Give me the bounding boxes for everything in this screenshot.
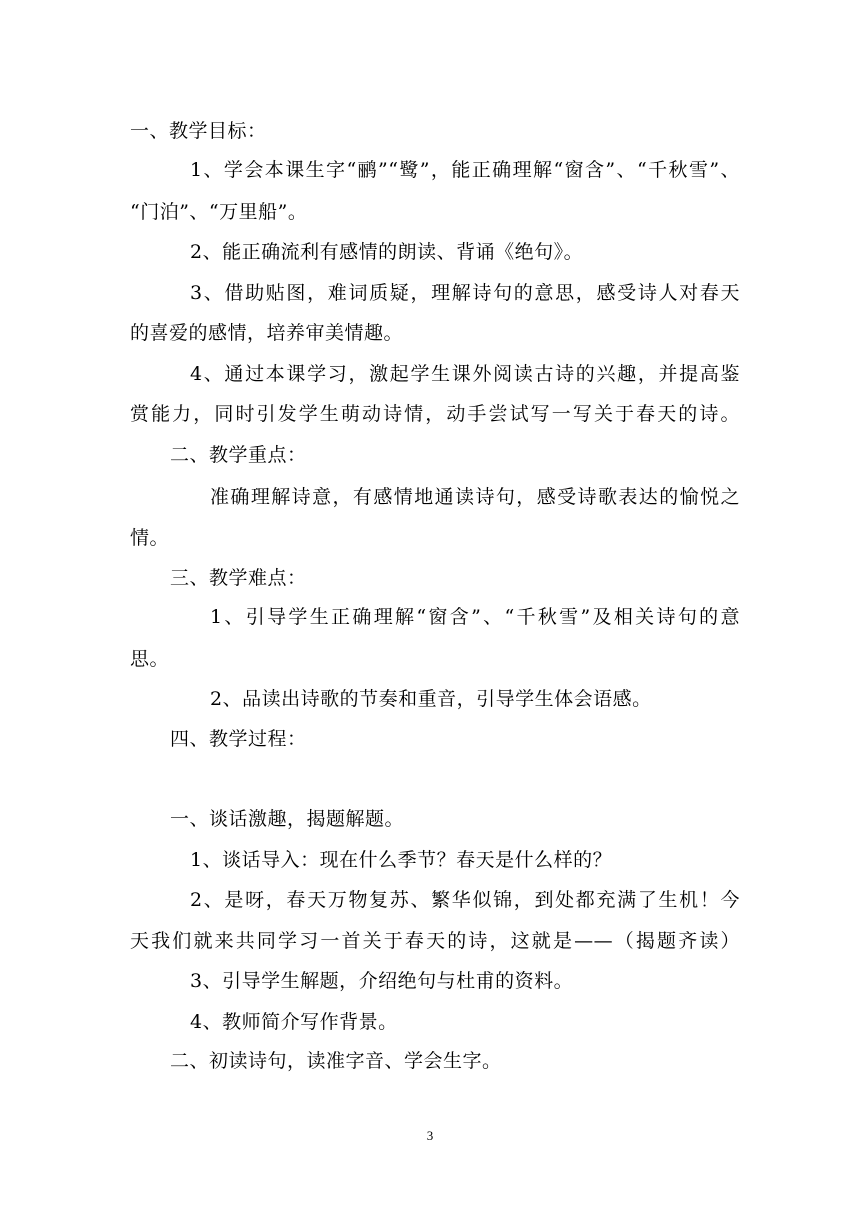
key-points-line-2: 情。 xyxy=(130,527,170,549)
step-2-heading: 二、初读诗句，读准字音、学会生字。 xyxy=(170,1050,502,1072)
step-1-item-4: 4、教师简介写作背景。 xyxy=(190,1011,398,1033)
step-1-item-2-line-2: 天我们就来共同学习一首关于春天的诗，这就是——（揭题齐读） xyxy=(130,930,740,952)
goal-1-line-1: 1、学会本课生字“鹂”“鹭”，能正确理解“窗含”、“千秋雪”、 xyxy=(190,159,740,181)
page-number: 3 xyxy=(426,1128,434,1143)
goal-4-line-1: 4、通过本课学习，激起学生课外阅读古诗的兴趣，并提高鉴 xyxy=(190,363,740,385)
heading-teaching-process: 四、教学过程： xyxy=(170,728,307,750)
goal-1-line-2: “门泊”、“万里船”。 xyxy=(130,201,308,223)
step-1-heading: 一、谈话激趣，揭题解题。 xyxy=(170,808,405,830)
goal-4-line-2: 赏能力，同时引发学生萌动诗情，动手尝试写一写关于春天的诗。 xyxy=(130,403,740,425)
goal-2: 2、能正确流利有感情的朗读、背诵《绝句》。 xyxy=(190,241,584,263)
heading-key-points: 二、教学重点： xyxy=(170,444,307,466)
goal-3-line-2: 的喜爱的感情，培养审美情趣。 xyxy=(130,322,404,344)
step-1-item-1: 1、谈话导入：现在什么季节？春天是什么样的？ xyxy=(190,849,613,871)
step-1-item-2-line-1: 2、是呀，春天万物复苏、繁华似锦，到处都充满了生机！今 xyxy=(190,889,740,911)
heading-teaching-goals: 一、教学目标： xyxy=(130,120,267,142)
difficulty-1-line-1: 1、引导学生正确理解“窗含”、“千秋雪”及相关诗句的意 xyxy=(210,606,740,628)
key-points-line-1: 准确理解诗意，有感情地通读诗句，感受诗歌表达的愉悦之 xyxy=(210,486,740,508)
difficulty-1-line-2: 思。 xyxy=(130,648,170,670)
difficulty-2: 2、品读出诗歌的节奏和重音，引导学生体会语感。 xyxy=(210,688,652,710)
goal-3-line-1: 3、借助贴图，难词质疑，理解诗句的意思，感受诗人对春天 xyxy=(190,282,740,304)
step-1-item-3: 3、引导学生解题，介绍绝句与杜甫的资料。 xyxy=(190,970,574,992)
heading-difficulties: 三、教学难点： xyxy=(170,567,307,589)
